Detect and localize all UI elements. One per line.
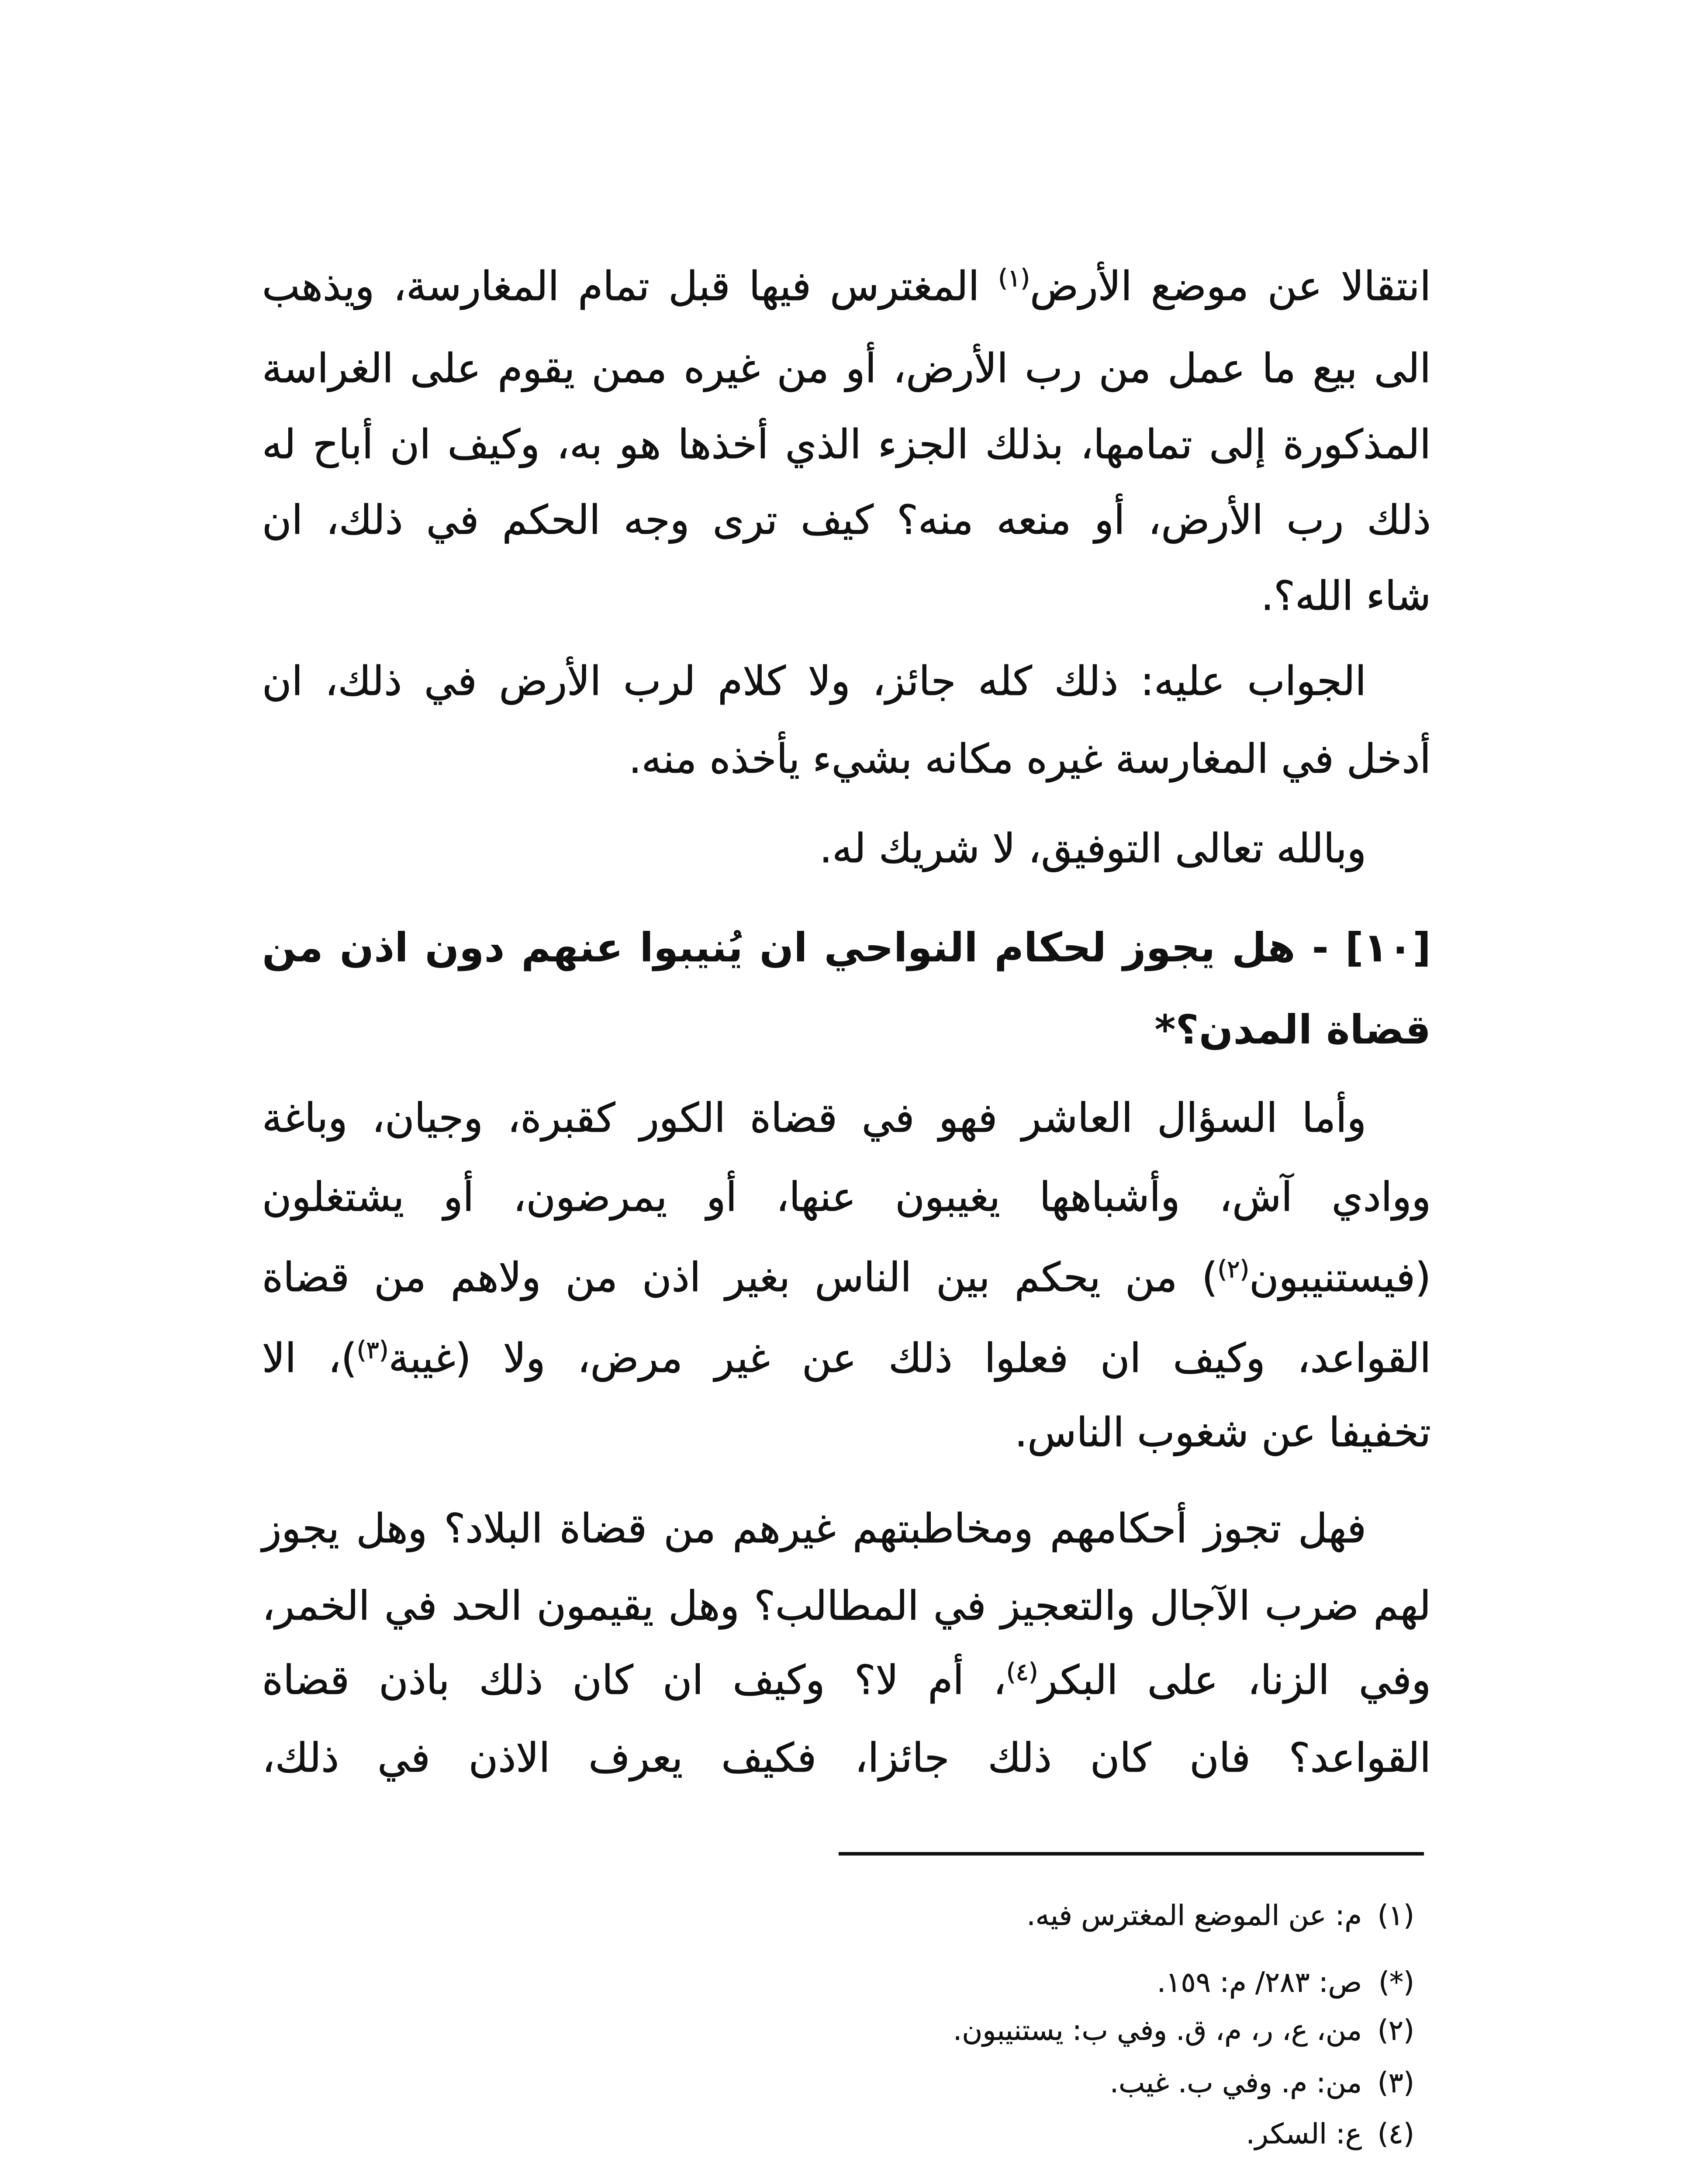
footnote-marker: (٣) [1377, 2067, 1414, 2099]
footnote-text: م: عن الموضع المغترس فيه. [1026, 1900, 1362, 1932]
footnote [541, 2059, 1414, 2107]
text-line: ذلك رب الأرض، أو منعه منه؟ كيف ترى وجه الحكم في ذلك، ان [262, 497, 1431, 543]
text-line [262, 254, 1431, 319]
text-line: لهم ضرب الآجال والتعجيز في المطالب؟ وهل يقيمون الحد في الخمر، [262, 1583, 1431, 1629]
heading-line: [١٠] - هل يجوز لحكام النواحي ان يُنيبوا عنهم دون اذن من [262, 924, 1431, 971]
text-line: وأما السؤال العاشر فهو في قضاة الكور كقبرة، وجيان، وباغة [262, 1095, 1366, 1141]
text-line: المذكورة إلى تمامها، بذلك الجزء الذي أخذها هو به، وكيف ان أباح له [262, 421, 1431, 468]
footnote [541, 2007, 1414, 2055]
text-line [262, 1648, 1431, 1713]
footnote-ref: (٣) [356, 1336, 389, 1365]
footnote-text: من، ع، ر، م، ق. وفي ب: يستنيبون. [953, 2015, 1362, 2047]
text-segment: القواعد، وكيف ان فعلوا ذلك عن غير مرض، ولا (غيبة [388, 1335, 1431, 1382]
text-segment: )، الا [262, 1335, 357, 1382]
text-line: تخفيفا عن شغوب الناس. [1014, 1409, 1431, 1456]
footnote-marker: (٤) [1377, 2118, 1414, 2150]
text-line: وبالله تعالى التوفيق، لا شريك له. [819, 825, 1366, 872]
text-segment: ) من يحكم بين الناس بغير اذن من ولاهم من قضاة [262, 1254, 1218, 1301]
heading-line: قضاة المدن؟* [1154, 1006, 1431, 1053]
text-line: الى بيع ما عمل من رب الأرض، أو من غيره ممن يقوم على الغراسة [262, 345, 1431, 392]
text-segment: (فيستنيبون [1249, 1254, 1431, 1301]
text-line: فهل تجوز أحكامهم ومخاطبتهم غيرهم من قضاة البلاد؟ وهل يجوز [262, 1505, 1366, 1552]
text-line [262, 1326, 1431, 1391]
text-segment: انتقالا عن موضع الأرض [1030, 263, 1431, 310]
footnote-ref: (١) [998, 264, 1030, 293]
footnote [541, 1959, 1414, 2007]
footnote [541, 2110, 1414, 2158]
text-segment: وفي الزنا، على البكر [1038, 1657, 1431, 1704]
text-segment: المغترس فيها قبل تمام المغارسة، ويذهب [262, 263, 999, 310]
text-line: شاء الله؟. [1261, 573, 1431, 619]
text-line: القواعد؟ فان كان ذلك جائزا، فكيف يعرف الاذن في ذلك، [262, 1735, 1431, 1781]
footnote-marker: (١) [1377, 1900, 1414, 1932]
footnote-text: ع: السكر. [1246, 2118, 1362, 2150]
text-line [262, 1245, 1431, 1310]
footnote-text: من: م. وفي ب. غيب. [1109, 2067, 1362, 2099]
footnote-marker: (*) [1379, 1966, 1414, 1999]
footnote-separator [839, 1852, 1424, 1856]
text-line: ووادي آش، وأشباهها يغيبون عنها، أو يمرضون، أو يشتغلون [262, 1174, 1431, 1220]
footnote-ref: (٢) [1217, 1255, 1250, 1284]
text-segment: ، أم لا؟ وكيف ان كان ذلك باذن قضاة [262, 1657, 1006, 1704]
text-line: الجواب عليه: ذلك كله جائز، ولا كلام لرب الأرض في ذلك، ان [262, 658, 1366, 705]
footnote [541, 1892, 1414, 1940]
footnote-ref: (٤) [1006, 1658, 1038, 1686]
text-line: أدخل في المغارسة غيره مكانه بشيء يأخذه منه. [629, 736, 1431, 782]
footnote-text: ص: ٢٨٣/ م: ١٥٩. [1157, 1966, 1362, 1999]
footnote-marker: (٢) [1377, 2015, 1414, 2047]
